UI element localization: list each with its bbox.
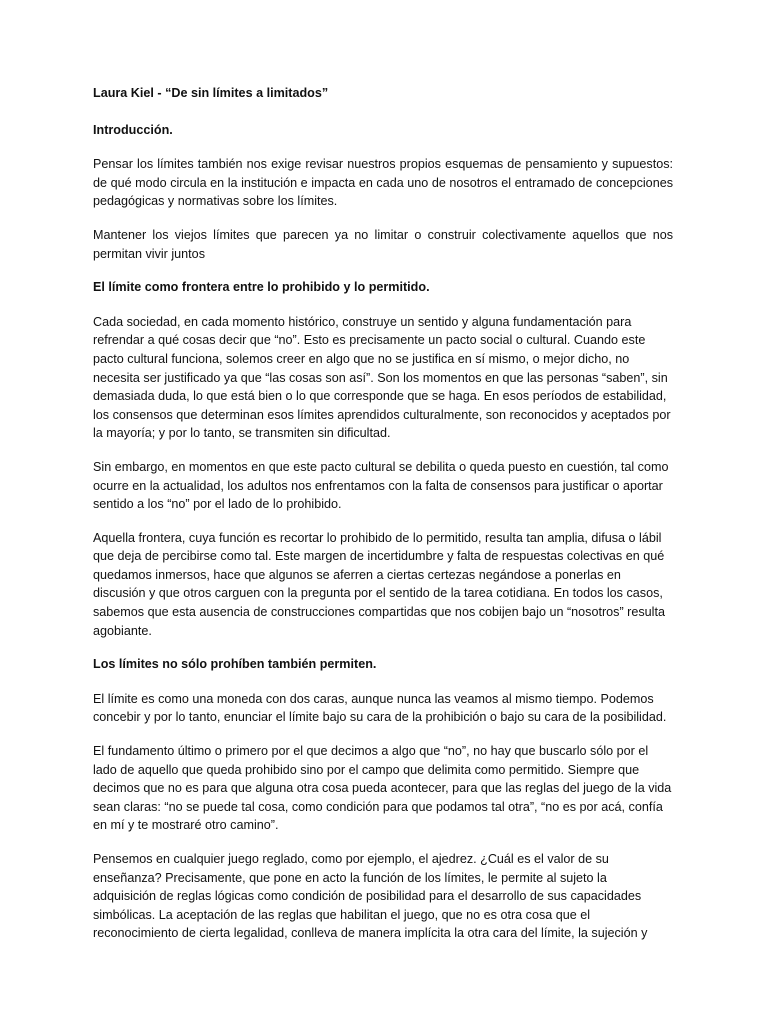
intro-heading: Introducción.	[93, 122, 173, 137]
section2-paragraph-1: El límite es como una moneda con dos caras, aunque nunca las veamos al mismo tiempo. Podemos concebir y por lo tanto, enunciar el límite bajo su cara de la prohibición o bajo su cara de la posibilidad.	[93, 691, 667, 725]
section1-heading: El límite como frontera entre lo prohibido y lo permitido.	[93, 280, 430, 295]
section2-paragraph-3: Pensemos en cualquier juego reglado, como por ejemplo, el ajedrez. ¿Cuál es el valor de su enseñanza? Precisamente, que pone en acto la función de los límites, le permite al sujeto la adquisición de reglas lógicas como condición de posibilidad para el desarrollo de sus capacidades simbólicas. La aceptación de las reglas que habilitan el juego, que no es otra cosa que el reconocimiento de cierta legalidad, conlleva de manera implícita la otra cara del límite, la sujeción y	[93, 852, 648, 941]
section2-paragraph-2: El fundamento último o primero por el que decimos a algo que “no”, no hay que buscarlo sólo por el lado de aquello que queda prohibido sino por el campo que delimita como permitido. Siempre que decimos que no es para que alguna otra cosa pueda acontecer, para que las reglas del juego de la vida sean claras: “no se puede tal cosa, como condición para que podamos tal otra”, “no es por acá, confía en mí y te mostraré otro camino”.	[93, 744, 672, 833]
section2-heading: Los límites no sólo prohíben también permiten.	[93, 657, 377, 672]
intro-paragraph-1: Pensar los límites también nos exige revisar nuestros propios esquemas de pensamiento y supuestos: de qué modo circula en la institución e impacta en cada uno de nosotros el entramado de concepciones pedagógicas y normativas sobre los límites.	[93, 157, 673, 209]
section1-paragraph-3: Aquella frontera, cuya función es recortar lo prohibido de lo permitido, resulta tan amplia, difusa o lábil que deja de percibirse como tal. Este margen de incertidumbre y falta de respuestas colectivas en qué quedamos inmersos, hace que algunos se aferren a ciertas certezas negándose a ponerlas en discusión y que otros carguen con la pregunta por el sentido de la tarea cotidiana. En todos los casos, sabemos que esta ausencia de construcciones compartidas que nos cobijen bajo un “nosotros” resulta agobiante.	[93, 530, 665, 638]
document-title: Laura Kiel - “De sin límites a limitados”	[93, 86, 329, 100]
section1-paragraph-1: Cada sociedad, en cada momento histórico, construye un sentido y alguna fundamentación para refrendar a qué cosas decir que “no”. Esto es precisamente un pacto social o cultural. Cuando este pacto cultural funciona, solemos creer en algo que no se justifica en sí mismo, o mejor dicho, no necesita ser justificado ya que “las cosas son así”. Son los momentos en que las personas “saben”, sin demasiada duda, lo que está bien o lo que corresponde que se haga. En esos períodos de estabilidad, los consensos que determinan esos límites aprendidos culturalmente, son reconocidos y aceptados por la mayoría; y por lo tanto, se transmiten sin dificultad.	[93, 314, 671, 441]
document-page	[93, 84, 673, 958]
intro-paragraph-2: Mantener los viejos límites que parecen ya no limitar o construir colectivamente aquellos que nos permitan vivir juntos	[93, 227, 673, 261]
section1-paragraph-2: Sin embargo, en momentos en que este pacto cultural se debilita o queda puesto en cuestión, tal como ocurre en la actualidad, los adultos nos enfrentamos con la falta de consensos para justificar o aportar sentido a los “no” por el lado de lo prohibido.	[93, 459, 669, 512]
